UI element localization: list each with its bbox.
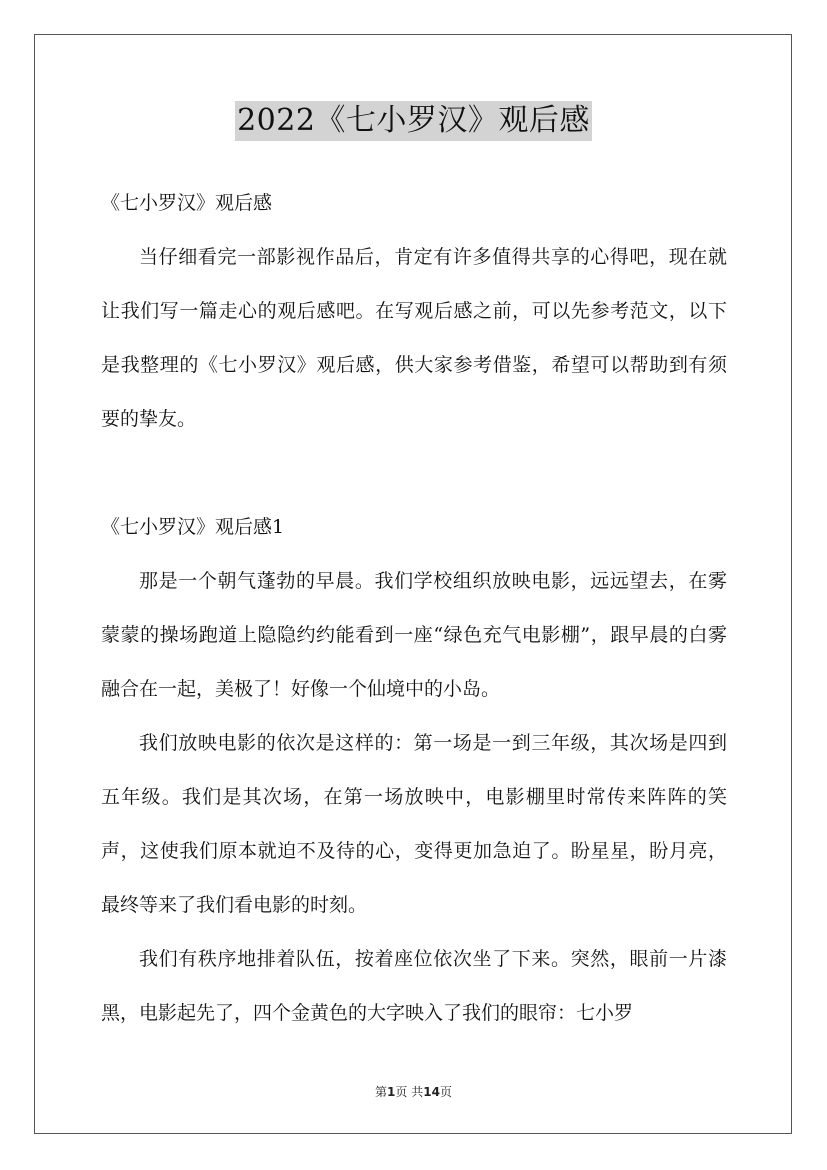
document-title: 2022《七小罗汉》观后感: [235, 101, 592, 141]
body-paragraph: 我们有秩序地排着队伍，按着座位依次坐了下来。突然，眼前一片漆黑，电影起先了，四个金黄色的大字映入了我们的眼帘：七小罗: [101, 948, 727, 1024]
section-heading: 《七小罗汉》观后感1: [101, 516, 285, 538]
page-footer: [0, 1083, 827, 1100]
body-paragraph: 那是一个朝气蓬勃的早晨。我们学校组织放映电影，远远望去，在雾蒙蒙的操场跑道上隐隐约约能看到一座“绿色充气电影棚”，跟早晨的白雾融合在一起，美极了！好像一个仙境中的小岛。: [101, 570, 727, 700]
body-paragraph: 我们放映电影的依次是这样的：第一场是一到三年级，其次场是四到五年级。我们是其次场，在第一场放映中，电影棚里时常传来阵阵的笑声，这使我们原本就迫不及待的心，变得更加急迫了。盼星星，盼月亮，最终等来了我们看电影的时刻。: [101, 732, 727, 916]
intro-paragraph: 当仔细看完一部影视作品后，肯定有许多值得共享的心得吧，现在就让我们写一篇走心的观后感吧。在写观后感之前，可以先参考范文，以下是我整理的《七小罗汉》观后感，供大家参考借鉴，希望可以帮助到有须要的挚友。: [101, 246, 727, 430]
total-pages-number: 14: [423, 1085, 440, 1099]
current-page-number: 1: [387, 1085, 396, 1099]
section-spacer: [101, 446, 727, 500]
document-body: [101, 176, 727, 1040]
page-prefix: 第: [375, 1085, 388, 1099]
page-suffix: 页: [439, 1085, 452, 1099]
intro-heading: 《七小罗汉》观后感: [101, 192, 273, 214]
page-mid: 页 共: [395, 1085, 424, 1099]
title-container: [0, 101, 827, 141]
